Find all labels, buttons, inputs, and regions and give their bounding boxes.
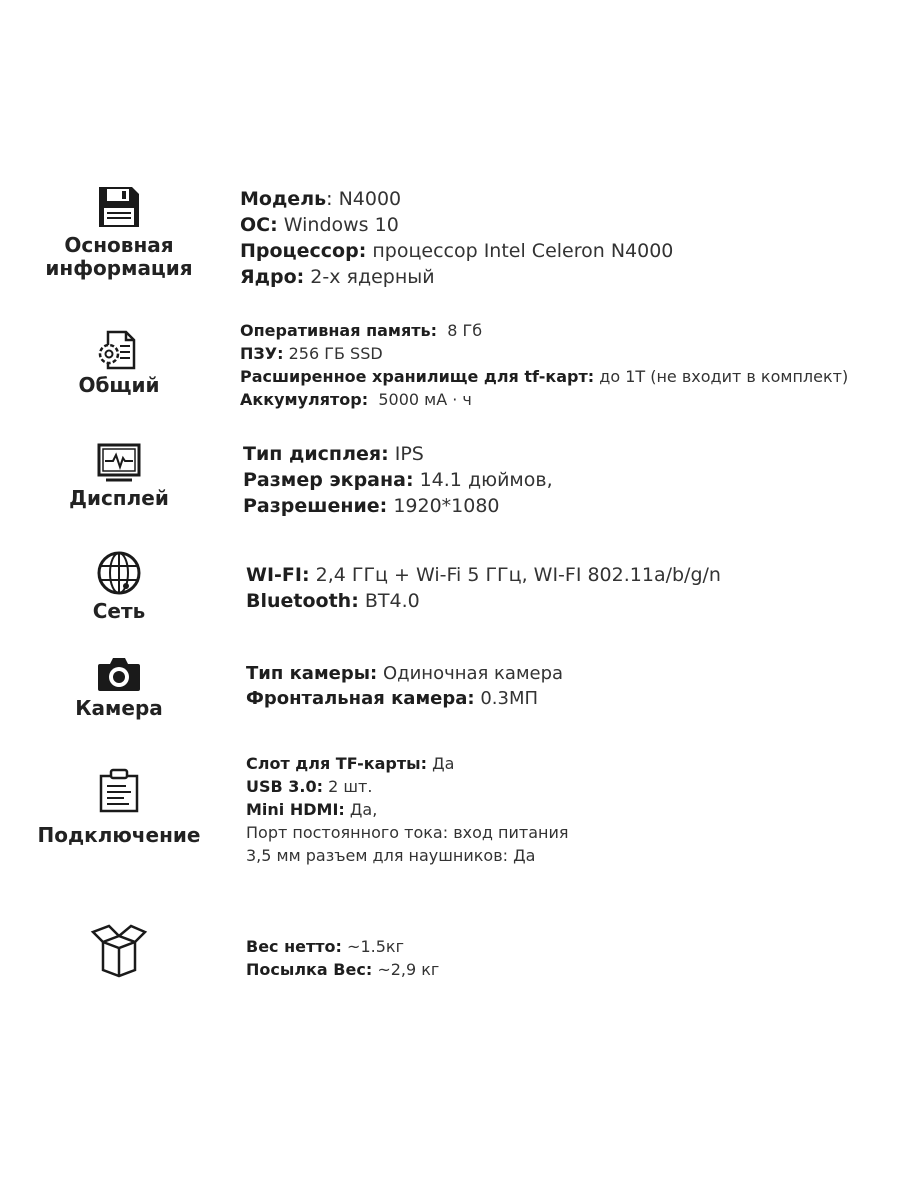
spec-sep: : [326,188,339,210]
camera-icon [96,655,142,693]
spec-list [246,935,439,981]
spec-value: IPS [394,443,424,465]
section-basic-info-header [24,184,214,280]
spec-line [246,752,569,775]
section-display-header [24,443,214,510]
clipboard-icon [96,768,142,814]
spec-key: Расширенное хранилище для tf-карт: [240,367,595,386]
spec-list [240,186,673,290]
spec-value: 2 шт. [328,777,373,796]
spec-key: Посылка Вес: [246,960,373,979]
section-label [45,234,192,280]
spec-value: 1920*1080 [393,495,500,517]
spec-key: USB 3.0: [246,777,324,796]
spec-line [243,493,553,519]
spec-value: BT4.0 [364,590,420,612]
section-label: Подключение [37,823,201,847]
section-weight-header [24,922,214,978]
spec-value: 5000 мА · ч [378,390,472,409]
spec-key: Тип дисплея: [243,443,389,465]
spec-key: Bluetooth: [246,590,359,612]
monitor-pulse-icon [96,443,142,483]
spec-line [243,467,553,493]
section-label: Общий [78,373,160,397]
spec-line [246,562,721,588]
section-label: Сеть [92,599,146,623]
spec-value: Порт постоянного тока: вход питания [246,823,569,842]
spec-line [240,186,673,212]
spec-line [240,342,848,365]
spec-line [246,844,569,867]
spec-value: 8 Гб [447,321,483,340]
spec-value: Windows 10 [283,214,399,236]
spec-value: 2,4 ГГц + Wi-Fi 5 ГГц, WI-FI 802.11a/b/g/n [315,564,721,586]
spec-value: 0.3МП [480,688,539,709]
spec-sep [368,390,378,409]
spec-key: ОС: [240,214,278,236]
spec-key: ПЗУ: [240,344,284,363]
spec-key: Модель [240,188,327,210]
spec-value: Одиночная камера [382,663,564,684]
spec-line [246,588,721,614]
spec-list [243,441,553,519]
spec-value: ~1.5кг [347,937,404,956]
spec-key: Процессор: [240,240,367,262]
spec-line [246,935,439,958]
section-label: Камера [75,696,163,720]
spec-line [240,319,848,342]
globe-network-icon [96,550,142,596]
spec-key: Вес нетто: [246,937,342,956]
spec-key: WI-FI: [246,564,310,586]
spec-value: до 1T (не входит в комплект) [599,367,849,386]
spec-key: Mini HDMI: [246,800,345,819]
spec-line [246,798,569,821]
section-general-header [24,330,214,397]
spec-line [246,775,569,798]
spec-sep [437,321,447,340]
section-network-header [24,550,214,623]
spec-value: N4000 [338,188,402,210]
section-label-line-2: информация [45,256,193,280]
spec-key: Разрешение: [243,495,388,517]
spec-line [240,388,848,411]
spec-line [246,958,439,981]
spec-line [240,264,673,290]
spec-value: процессор Intel Celeron N4000 [372,240,674,262]
spec-line [240,365,848,388]
spec-key: Размер экрана: [243,469,414,491]
spec-line [246,661,563,686]
spec-key: Оперативная память: [240,321,438,340]
spec-line [240,238,673,264]
spec-value: 2-х ядерный [310,266,435,288]
spec-line [246,821,569,844]
spec-list [240,319,848,411]
document-gear-icon [96,330,142,370]
spec-list [246,752,569,867]
spec-line [240,212,673,238]
package-box-icon [89,922,149,978]
spec-key: Слот для TF-карты: [246,754,428,773]
section-connectivity-header [24,768,214,847]
section-label: Дисплей [69,486,169,510]
spec-key: Ядро: [240,266,305,288]
spec-value: 14.1 дюймов, [419,469,553,491]
spec-value: 256 ГБ SSD [288,344,383,363]
spec-key: Фронтальная камера: [246,688,475,709]
spec-list [246,562,721,614]
spec-value: Да [432,754,455,773]
spec-value: 3,5 мм разъем для наушников: Да [246,846,536,865]
spec-value: ~2,9 кг [377,960,440,979]
section-label-line-1: Основная [64,233,174,257]
section-camera-header [24,655,214,720]
spec-key: Тип камеры: [246,663,378,684]
spec-line [246,686,563,711]
spec-list [246,661,563,711]
spec-value: Да, [349,800,378,819]
spec-key: Аккумулятор: [240,390,369,409]
spec-line [243,441,553,467]
floppy-disk-icon [96,184,142,230]
